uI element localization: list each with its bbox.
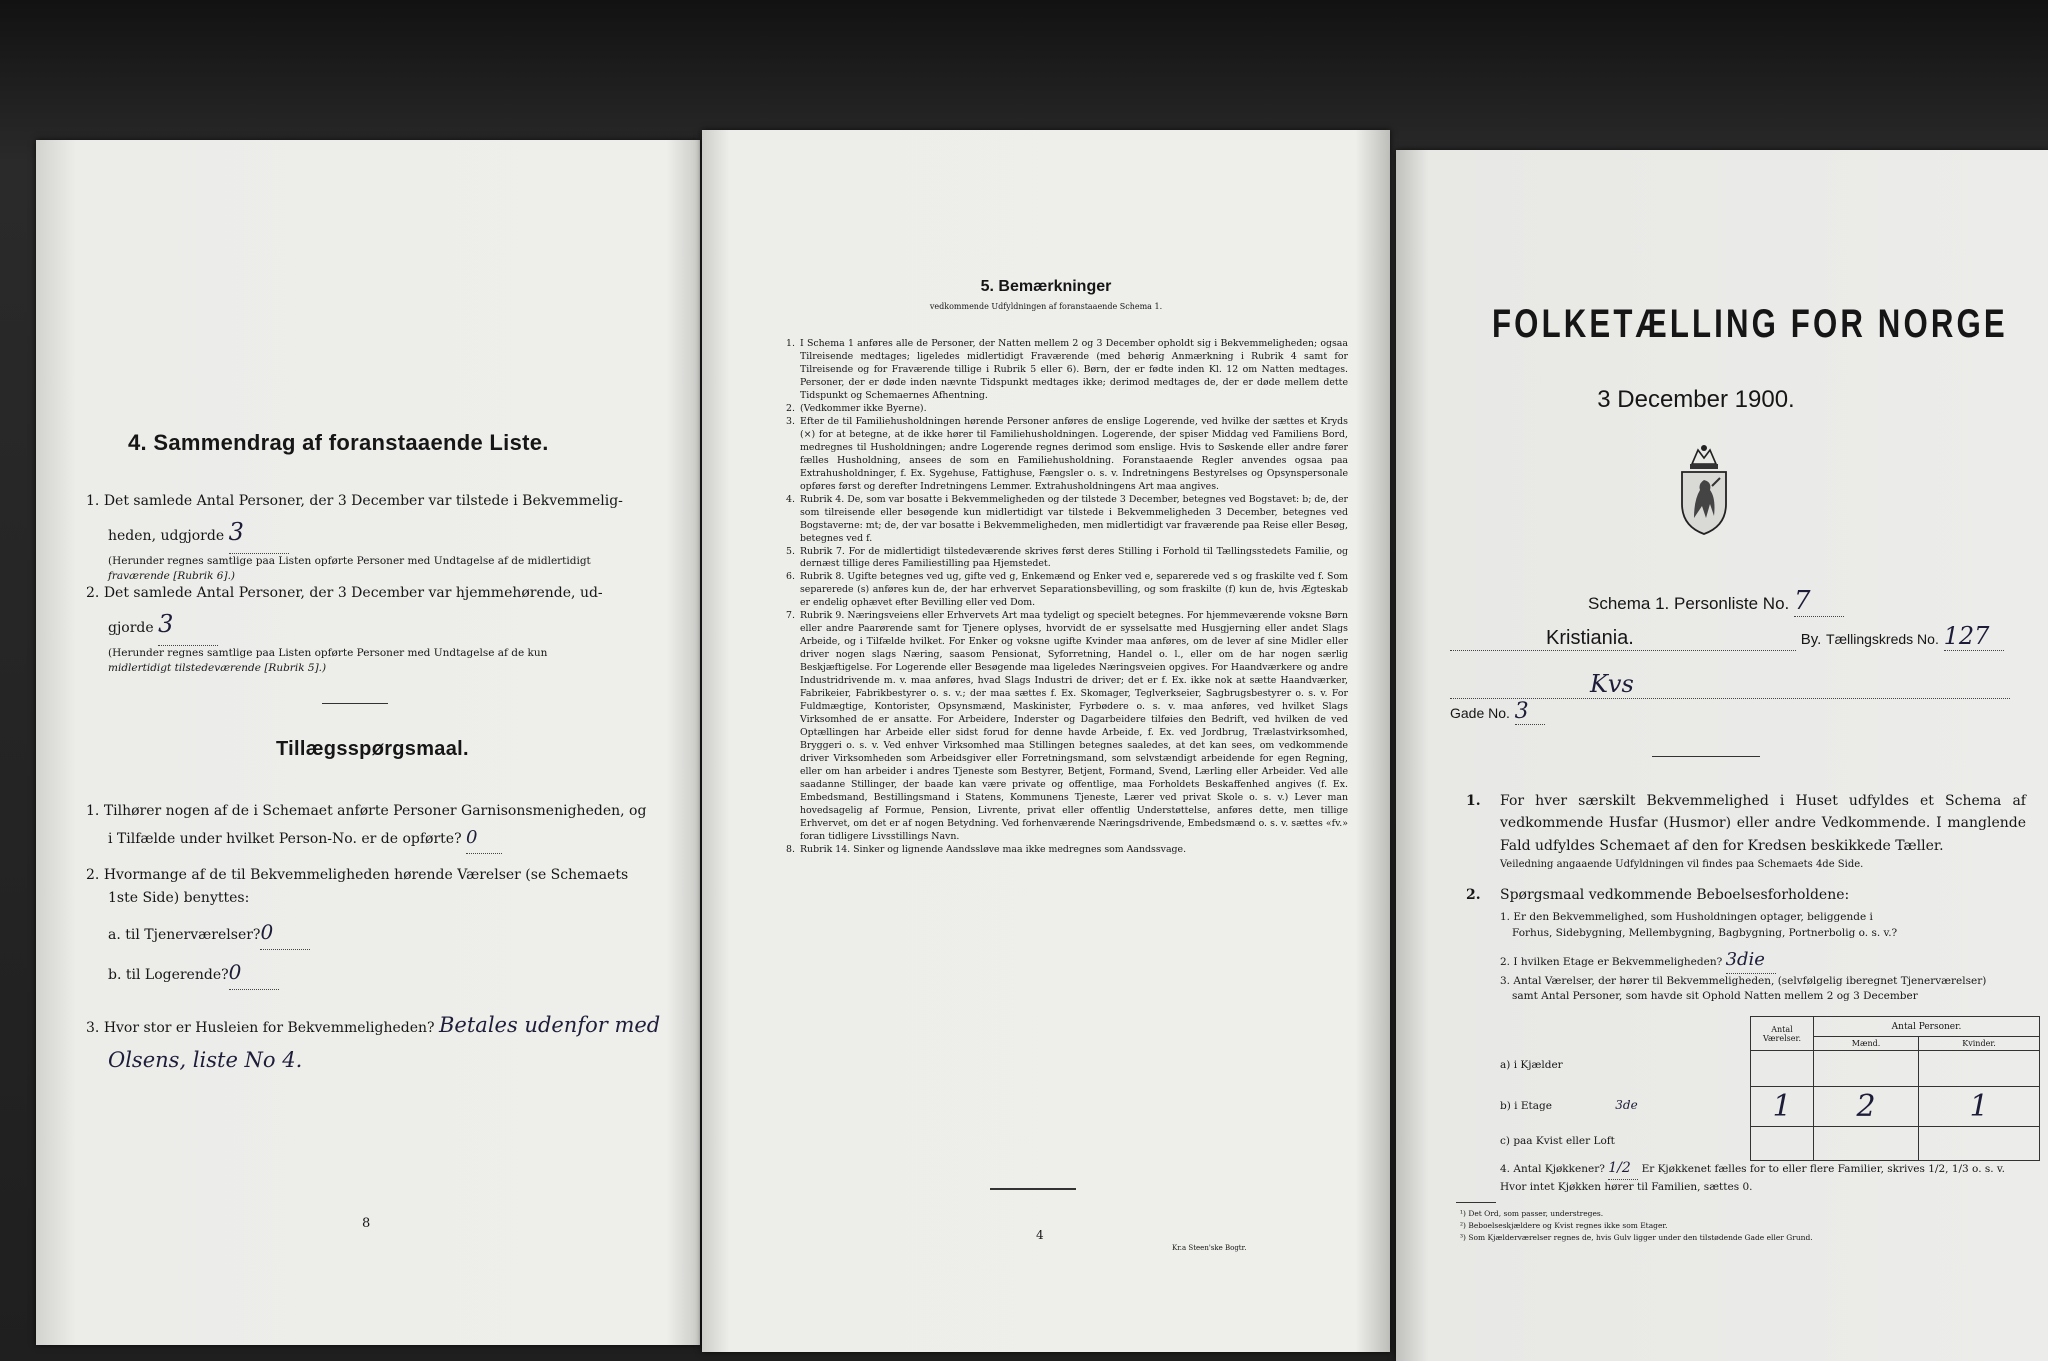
row-a-label: a) i Kjælder [1500, 1059, 1563, 1071]
s2-line1: Hvormange af de til Bekvemmeligheden hørende Værelser (se Schemaets [103, 867, 629, 883]
rooms-value: 1 [1772, 1089, 1792, 1124]
supplementary-1: 1. Tilhører nogen af de i Schemaet anførte Personer Garnisonsmenigheden, og i Tilfælde under hvilket Person-No. er de opførte? 0 [86, 800, 686, 854]
footnote-1: ¹) Det Ord, som passer, understreges. [1460, 1209, 1604, 1218]
footnote-3: ³) Som Kjælderværelser regnes de, hvis Gulv ligger under den tilstødende Gade eller Grund. [1460, 1233, 1813, 1242]
remark-1: 1. I Schema 1 anføres alle de Personer, der Natten mellem 2 og 3 December opholdt sig i Bekvemmeligheden; ogsaa Tilreisende medtages; ligeledes midlertidigt Fraværende (med behørig Anmærkning i Rubrik 4 samt for Tilreisende og for Fraværende tillige i Rubrik 5 eller 6). Børn, der er fødte inden Kl. 12 om Natten medtages. Personer, der er døde inden nævnte Tidspunkt medtages ikke; derimod medtages de, der er døde mellem dette Tidspunkt og Schemaernes Afhentning. [786, 338, 1348, 401]
question-1 [86, 490, 676, 584]
occupancy-table [1750, 1016, 2040, 1161]
s3-value-2: Olsens, liste No 4. [108, 1047, 303, 1072]
personliste-number: 7 [1794, 586, 1811, 616]
supplementary-3: 3. Hvor stor er Husleien for Bekvemmeligheden? Betales udenfor med Olsens, liste No 4. [86, 1013, 661, 1072]
q1-line1: Det samlede Antal Personer, der 3 December var tilstede i Bekvemmelig- [103, 493, 623, 509]
s1-line1: Tilhører nogen af de i Schemaet anførte Personer Garnisonsmenigheden, og [103, 803, 647, 819]
kitchen-value: 1/2 [1608, 1160, 1631, 1176]
s3-value-1: Betales udenfor med [439, 1013, 661, 1037]
remarks-heading: 5. Bemærkninger [980, 278, 1112, 295]
street-name: Kvs [1590, 670, 1634, 698]
city-line [1450, 622, 2030, 651]
s2b-label: b. til Logerende? [108, 967, 229, 984]
instruction-2: 2. Spørgsmaal vedkommende Beboelsesforholdene: [1466, 884, 2026, 906]
row-b-label: b) i Etage 3de [1500, 1098, 1638, 1112]
krets-number: 127 [1943, 622, 1990, 650]
remark-6: 6. Rubrik 8. Ugifte betegnes ved ug, gifte ved g, Enkemænd og Enker ved e, separerede ved s og fraskilte ved f. Som separerede (s) anføres kun de, der har erhvervet Separationsbevilling, og som fraskilte (f) kun de, hvis Ægteskab er endelig ophævet efter Bevilling eller ved Dom. [786, 571, 1348, 609]
col-rooms: Antal Værelser. [1751, 1017, 1814, 1051]
kitchen-label: Antal Kjøkkener? [1513, 1163, 1605, 1175]
s2a-value: 0 [260, 920, 274, 945]
question-2 [86, 582, 676, 676]
census-date: 3 December 1900. [1597, 386, 1795, 413]
s2a-label: a. til Tjenerværelser? [108, 927, 261, 944]
supplementary-heading: Tillægsspørgsmaal. [276, 738, 469, 760]
norwegian-coat-of-arms-icon [1672, 442, 1736, 538]
divider [322, 703, 388, 704]
col-women: Kvinder. [1919, 1037, 2040, 1051]
supplementary-2: 2. Hvormange af de til Bekvemmeligheden hørende Værelser (se Schemaets 1ste Side) benyttes: a. til Tjenerværelser?0 b. til Logerende?0 [86, 864, 686, 990]
kitchen-question: 4. Antal Kjøkkener? 1/2 Er Kjøkkenet fælles for to eller flere Familier, skrives 1/2, 1/3 o. s. v. Hvor intet Kjøkken hører til Familien, sættes 0. [1500, 1160, 2005, 1193]
instruction-2-text: Spørgsmaal vedkommende Beboelsesforholdene: [1500, 887, 1850, 903]
q1-line2: heden, udgjorde [108, 528, 225, 545]
middle-page [702, 130, 1390, 1352]
gade-number: 3 [1514, 699, 1529, 724]
q1-number: 1. [86, 493, 100, 509]
remarks-subheading: vedkommende Udfyldningen af foranstaaende Schema 1. [929, 302, 1163, 311]
page-number-left: 8 [362, 1216, 371, 1231]
divider [1456, 1202, 1496, 1203]
floor-label: I hvilken Etage er Bekvemmeligheden? [1513, 955, 1723, 968]
q2-note: (Herunder regnes samtlige paa Listen opførte Personer med Undtagelse af de kun midlertidigt tilstedeværende [Rubrik 5].) [108, 646, 548, 674]
q1-value: 3 [228, 518, 244, 547]
col-men: Mænd. [1814, 1037, 1919, 1051]
right-page [1396, 150, 2048, 1361]
footnotes [1460, 1208, 2020, 1244]
page-number-middle: 4 [1036, 1228, 1044, 1242]
remark-8: 8. Rubrik 14. Sinker og lignende Aandssløve maa ikke medregnes som Aandssvage. [786, 843, 1187, 855]
remark-5: 5. Rubrik 7. For de midlertidigt tilstedeværende skrives først deres Stilling i Forhold til Tællingsstedets Familie, og dernæst tillige deres Familiestilling paa Hjemstedet. [786, 545, 1348, 570]
s2-line2: 1ste Side) benyttes: [108, 890, 250, 907]
remark-3: 3. Efter de til Familiehusholdningen hørende Personer anføres de enslige Logerende, ved hvilke der sættes et Kryds (×) for at betegne, at de ikke hører til Familiehusholdningen. Logerende, der spiser Middag ved Familiens Bord, medregnes til Husholdningen; andre Logerende regnes derimod som enslige. Hvis to Søskende eller andre fører fælles Husholdning, ansees de som en Familiehusholdning. Foranstaaende Regler anvendes ogsaa paa Extrahusholdninger, f. Ex. Sygehuse, Fattighuse, Fængsler o. s. v. Indretningens Bestyrelses og Opsynspersonale opføres først og derefter Indretningens Lemmer. Extrahusholdningens Art maa angives. [786, 415, 1348, 492]
q2-line1: Det samlede Antal Personer, der 3 December var hjemmehørende, ud- [103, 585, 603, 601]
remarks-list [786, 338, 1348, 857]
housing-questions: 1. Er den Bekvemmelighed, som Husholdningen optager, beliggende i Forhus, Sidebygning, Mellembygning, Bagbygning, Portnerbolig o. s. v.? 2. I hvilken Etage er Bekvemmeligheden? 3die 3. Antal Værelser, der hører til Bekvemmeligheden, (selvfølgelig iberegnet Tjenerværelser) samt Antal Personer, som havde sit Ophold Natten mellem 2 og 3 December [1500, 911, 1987, 1003]
row-b-floor: 3de [1615, 1098, 1638, 1112]
summary-heading: 4. Sammendrag af foranstaaende Liste. [128, 430, 549, 455]
q2-number: 2. [86, 585, 100, 601]
remark-2: 2. (Vedkommer ikke Byerne). [786, 402, 927, 414]
city-name: Kristiania. [1546, 627, 1634, 649]
col-persons: Antal Personer. [1814, 1017, 2040, 1037]
divider [1652, 756, 1760, 757]
gade-label: Gade No. [1450, 705, 1510, 721]
remark-4: 4. Rubrik 4. De, som var bosatte i Bekvemmeligheden og der tilstede 3 December, betegnes ved Bogstavet: b; de, der som tilreisende eller besøgende kun midlertidigt var tilstede i Bekvemmeligheden 3 December, betegnes ved Bogstaverne: mt; de, der var bosatte i Bekvemmeligheden, men midlertidigt var fraværende paa Reise eller Besøg, betegnes ved f. [786, 493, 1348, 544]
left-page [36, 140, 700, 1345]
s3-line1: Hvor stor er Husleien for Bekvemmeligheden? [103, 1020, 435, 1036]
kitchen-text: Er Kjøkkenet fælles for to eller flere Familier, skrives 1/2, 1/3 o. s. v. Hvor intet Kjøkken hører til Familien, sættes 0. [1500, 1163, 2005, 1193]
s1-value: 0 [466, 827, 478, 849]
instruction-1-note: Veiledning angaaende Udfyldningen vil findes paa Schemaets 4de Side. [1500, 859, 1864, 871]
krets-label: Tællingskreds No. [1826, 631, 1939, 647]
row-c-label: c) paa Kvist eller Loft [1500, 1135, 1615, 1147]
street-line [1450, 670, 2030, 725]
floor-value: 3die [1725, 948, 1765, 970]
instruction-1: 1. For hver særskilt Bekvemmelighed i Huset udfyldes et Schema af vedkommende Husfar (Husmor) eller andre Vedkommende. I manglende Fald udfyldes Schemaet af den for Kredsen beskikkede Tæller. Veiledning angaaende Udfyldningen vil findes paa Schemaets 4de Side. [1466, 790, 2026, 872]
q2-value: 3 [158, 610, 174, 639]
footnote-2: ²) Beboelseskjældere og Kvist regnes ikke som Etager. [1460, 1221, 1668, 1230]
women-value: 1 [1969, 1089, 1989, 1124]
remark-7: 7. Rubrik 9. Næringsveiens eller Erhvervets Art maa tydeligt og specielt betegnes. For hjemmeværende voksne Børn eller andre Paarørende samt for Tjenere oplyses, hvorvidt de er sysselsatte med Husgjerning eller andet Slags Arbeide, og i Tilfælde hvilket. For Enker og voksne ugifte Kvinder maa anføres, om de lever af sine Midler eller driver nogen slags Næring, saasom Pensionat, Syforretning, Handel o. l., eller om de har nogen særlig Beskjæftigelse. For Logerende eller Besøgende maa ligeledes Næringsveien opgives. For Haandværkere og andre Industridrivende m. v. maa anføres, hvad Slags Industri de driver; det er f. Ex. ikke nok at sætte Haandværker, Fabrikeier, Fabrikbestyrer o. s. v.; der maa sættes f. Ex. Skomager, Teglverkseier, Sagbrugsbestyrer o. s. v. For Fuldmægtige, Kontorister, Opsynsmænd, Maskinister, Fyrbødere o. s. v. maa anføres, ved hvilket Slags Virksomhed de er ansatte. For Arbeidere, Inderster og Dagarbeidere tilføies den Bedrift, ved hvilken de ved Optællingen har Arbeide eller sidst forud for denne havde Arbeide, f. Ex. ved Jordbrug, Trælastvirksomhed, Bryggeri o. s. v. Ved enhver Virksomhed maa Stillingen betegnes saaledes, at det kan sees, om vedkommende driver Virksomheden som Arbeidsgiver eller Forretningsmand, som selvstændigt arbeidende for egen Regning, eller om han arbeider i andres Tjeneste som Bestyrer, Betjent, Formand, Svend, Lærling eller Arbeider. Ved alle saadanne Stillinger, der baade kan være private og offentlige, maa Forholdets Beskaffenhed angives (f. Ex. Embedsmand, Bestillingsmand i Statens, Kommunens Tjeneste, Lærer ved privat Skole o. s. v.) Lever man hovedsagelig af Formue, Pension, Livrente, privat eller offentlig Understøttelse, anføres dette, men tillige Erhvervet, om det er af nogen Betydning. Ved forhenværende Næringsdrivende, Embedsmænd o. s. v. sættes «fv.» foran tidligere Livsstillings Navn. [786, 610, 1348, 842]
q2-line2: gjorde [108, 620, 154, 637]
s1-line2: i Tilfælde under hvilket Person-No. er de opførte? [108, 831, 462, 848]
q1-note: (Herunder regnes samtlige paa Listen opførte Personer med Undtagelse af de midlertidigt fraværende [Rubrik 6].) [108, 554, 591, 582]
schema-label: Schema 1. Personliste No. [1588, 594, 1790, 613]
men-value: 2 [1856, 1089, 1876, 1124]
printer-mark: Kr.a Steen'ske Bogtr. [1172, 1244, 1247, 1252]
divider [990, 1188, 1076, 1190]
census-title: FOLKETÆLLING FOR NORGE [1492, 302, 2008, 346]
by-label: By. [1800, 631, 1822, 648]
schema-line [1588, 586, 2028, 617]
instruction-1-text: For hver særskilt Bekvemmelighed i Huset udfyldes et Schema af vedkommende Husfar (Husmor) eller andre Vedkommende. I manglende Fald udfyldes Schemaet af den for Kredsen beskikkede Tæller. [1500, 793, 2026, 854]
s2b-value: 0 [228, 960, 242, 985]
